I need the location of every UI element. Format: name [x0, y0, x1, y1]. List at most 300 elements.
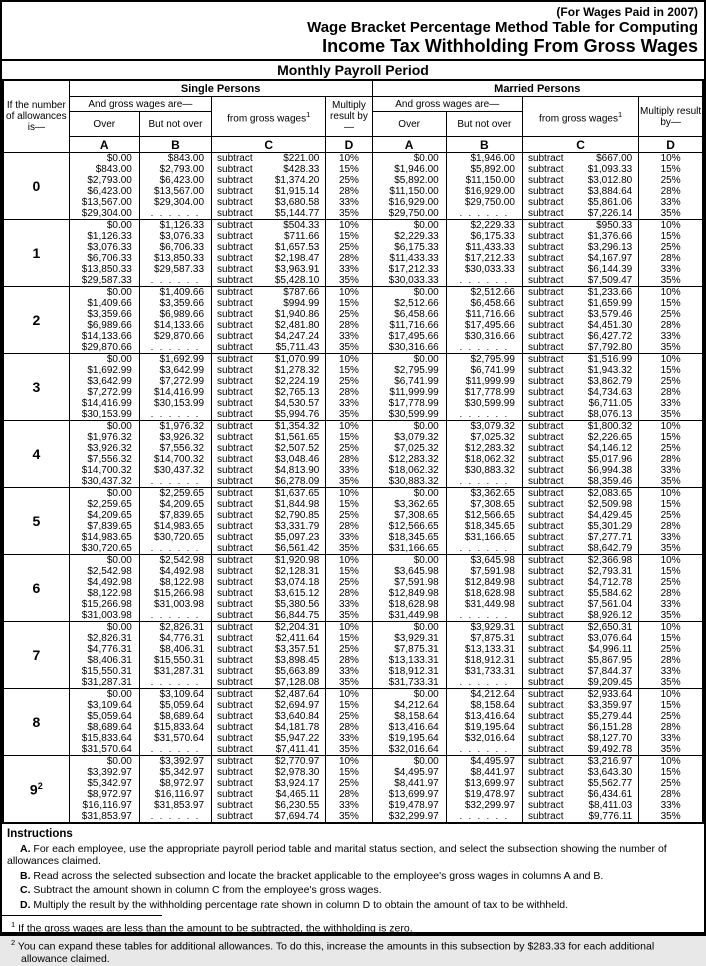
over-value: $14,416.99	[81, 398, 132, 409]
subtract-word: subtract	[527, 767, 564, 778]
subtract-row	[523, 811, 638, 822]
subtract-word: subtract	[527, 409, 564, 420]
rate-value: 35%	[338, 476, 359, 487]
not-over-value: $15,833.64	[153, 722, 205, 733]
rate-value: 35%	[338, 744, 359, 755]
subtract-row	[212, 354, 325, 365]
subtract-word: subtract	[217, 644, 253, 655]
subtract-word: subtract	[217, 443, 253, 454]
rate-value: 35%	[338, 543, 359, 554]
subtract-word: subtract	[217, 387, 253, 398]
rate-value: 33%	[660, 264, 681, 275]
subtract-row	[212, 666, 325, 677]
not-over-value: $7,025.32	[470, 432, 515, 443]
over-value: $843.00	[95, 164, 132, 175]
allowance-count: $9^2$	[3, 756, 69, 824]
allowance-count: 5	[3, 488, 69, 555]
over-value: $4,209.65	[87, 510, 132, 521]
footnote-1	[7, 919, 696, 935]
single-over-cell	[69, 555, 139, 622]
subtract-amount: $4,530.57	[274, 398, 320, 409]
over-value: $11,433.33	[389, 253, 439, 264]
not-over-value: $6,741.99	[470, 365, 515, 376]
over-value: $4,492.98	[87, 577, 132, 588]
subtract-amount: $4,247.24	[274, 331, 320, 342]
married-not-over-cell	[446, 689, 522, 756]
not-over-value: $3,076.33	[159, 231, 205, 242]
subtract-row	[523, 767, 638, 778]
no-upper-limit-dots: . . . . . .	[459, 677, 510, 687]
subtract-row	[212, 677, 325, 688]
not-over-value: $1,692.99	[159, 354, 205, 365]
rate-value: 25%	[338, 778, 359, 789]
over-value: $5,059.64	[87, 711, 132, 722]
not-over-value: $8,441.97	[470, 767, 515, 778]
married-not-over-cell	[446, 287, 522, 354]
subtract-amount: $1,561.65	[274, 432, 320, 443]
rate-value: 35%	[338, 677, 359, 688]
over-value: $8,406.31	[87, 655, 132, 666]
subtract-amount: $7,509.47	[587, 275, 633, 286]
over-value: $32,299.97	[388, 811, 439, 822]
subtract-amount: $8,926.12	[587, 610, 633, 621]
allowance-count: 0	[3, 153, 69, 220]
subtract-row	[523, 153, 638, 164]
over-value: $17,495.66	[388, 331, 439, 342]
allowance-group-row	[3, 354, 703, 421]
rate-value: 28%	[338, 655, 359, 666]
rate-value: 10%	[338, 622, 359, 633]
married-over-cell	[372, 153, 446, 220]
not-over-value: $4,495.97	[470, 756, 515, 767]
not-over-value: $6,989.66	[159, 309, 205, 320]
subtract-row	[212, 365, 325, 376]
rate-value: 28%	[338, 454, 359, 465]
over-value: $31,853.97	[81, 811, 132, 822]
rate-value: 25%	[338, 175, 359, 186]
over-value: $0.00	[413, 689, 439, 700]
single-over-header: Over	[69, 112, 139, 137]
over-value: $5,892.00	[394, 175, 439, 186]
rate-value: 33%	[338, 197, 359, 208]
subtract-word: subtract	[217, 499, 253, 510]
rate-value: 28%	[660, 387, 681, 398]
subtract-amount: $9,776.11	[588, 811, 633, 822]
single-not-over-header: But not over	[139, 112, 211, 137]
subtract-amount: $1,844.98	[274, 499, 320, 510]
subtract-word: subtract	[217, 778, 253, 789]
over-value: $0.00	[106, 421, 132, 432]
not-over-value: $1,126.33	[159, 220, 205, 231]
rate-value: 33%	[660, 666, 681, 677]
subtract-amount: $8,127.70	[587, 733, 633, 744]
subtract-amount: $7,128.08	[274, 677, 320, 688]
rate-value: 28%	[338, 387, 359, 398]
single-not-over-cell	[139, 220, 211, 287]
not-over-value: $15,266.98	[153, 588, 205, 599]
over-value: $3,642.99	[87, 376, 132, 387]
subtract-word: subtract	[217, 354, 253, 365]
subtract-word: subtract	[217, 253, 253, 264]
subtract-amount: $8,076.13	[587, 409, 633, 420]
subtract-amount: $787.66	[283, 287, 320, 298]
not-over-value: $2,795.99	[470, 354, 515, 365]
not-over-value: $8,972.97	[159, 778, 205, 789]
rate-value: 28%	[660, 320, 681, 331]
rate-value: 33%	[338, 331, 359, 342]
married-over-cell	[372, 756, 446, 824]
over-value: $2,259.65	[87, 499, 132, 510]
subtract-row	[212, 521, 325, 532]
subtract-word: subtract	[527, 811, 564, 822]
not-over-value: $7,556.32	[159, 443, 205, 454]
not-over-value: $7,308.65	[470, 499, 515, 510]
subtract-word: subtract	[217, 577, 253, 588]
subtract-word: subtract	[527, 510, 564, 521]
instruction-b-text: Read across the selected subsection and locate the bracket applicable to the employee's gross wages in columns A and B.	[30, 869, 604, 882]
subtract-row	[212, 767, 325, 778]
subtract-amount: $5,711.43	[275, 342, 320, 353]
subtract-amount: $2,694.97	[274, 700, 320, 711]
rate-value: 35%	[338, 811, 359, 822]
rate-value: 25%	[660, 644, 681, 655]
subtract-amount: $3,296.13	[587, 242, 633, 253]
subtract-word: subtract	[217, 767, 253, 778]
over-value: $31,570.64	[81, 744, 132, 755]
over-value: $7,025.32	[394, 443, 439, 454]
no-upper-limit-dots: . . . . . .	[459, 208, 510, 218]
rate-value: 33%	[338, 599, 359, 610]
subtract-word: subtract	[527, 331, 564, 342]
rate-value: 15%	[660, 566, 681, 577]
over-value: $0.00	[413, 421, 439, 432]
not-over-value: $2,229.33	[470, 220, 515, 231]
subtract-row	[523, 711, 638, 722]
over-value: $17,778.99	[388, 398, 439, 409]
subtract-amount: $2,128.31	[274, 566, 320, 577]
not-over-value: $1,409.66	[159, 287, 205, 298]
subtract-row	[212, 376, 325, 387]
subtract-word: subtract	[527, 320, 564, 331]
subtract-word: subtract	[527, 666, 564, 677]
rate-value: 28%	[660, 186, 681, 197]
subtract-word: subtract	[527, 454, 564, 465]
over-value: $12,849.98	[388, 588, 439, 599]
subtract-word: subtract	[217, 733, 253, 744]
rate-value: 15%	[338, 767, 359, 778]
subtract-amount: $2,793.31	[587, 566, 633, 577]
subtract-amount: $5,947.22	[274, 733, 320, 744]
subtract-row	[212, 421, 325, 432]
subtract-word: subtract	[527, 264, 564, 275]
over-value: $8,122.98	[87, 588, 132, 599]
subtract-word: subtract	[217, 789, 253, 800]
subtract-row	[523, 220, 638, 231]
rate-value: 10%	[660, 287, 681, 298]
over-value: $16,929.00	[388, 197, 439, 208]
married-not-over-cell	[446, 555, 522, 622]
footnote-1-marker: 1	[306, 109, 311, 119]
subtract-word: subtract	[527, 443, 564, 454]
subtract-amount: $1,920.98	[274, 555, 320, 566]
not-over-value: $7,839.65	[159, 510, 205, 521]
married-not-over-cell	[446, 153, 522, 220]
subtract-amount: $3,074.18	[274, 577, 320, 588]
married-over-cell	[372, 220, 446, 287]
married-over-cell	[372, 689, 446, 756]
subtract-amount: $1,374.20	[274, 175, 320, 186]
not-over-value: $18,345.65	[464, 521, 515, 532]
rate-value: 10%	[660, 354, 681, 365]
subtract-row	[523, 443, 638, 454]
not-over-value: $29,870.66	[153, 331, 205, 342]
married-subtract-cell	[522, 354, 638, 421]
not-over-value: $4,209.65	[159, 499, 205, 510]
not-over-value: $2,512.66	[470, 287, 515, 298]
subtract-word: subtract	[527, 376, 564, 387]
subtract-amount: $3,924.17	[274, 778, 320, 789]
rate-value: 25%	[660, 309, 681, 320]
over-value: $15,833.64	[81, 733, 132, 744]
rate-value: 33%	[660, 465, 681, 476]
subtract-amount: $7,277.71	[587, 532, 633, 543]
over-value: $3,079.32	[394, 432, 439, 443]
rate-value: 10%	[338, 421, 359, 432]
over-value: $12,566.65	[388, 521, 439, 532]
rate-value: 15%	[660, 499, 681, 510]
subtract-amount: $4,465.11	[275, 789, 320, 800]
subtract-row	[212, 298, 325, 309]
single-not-over-cell	[139, 756, 211, 824]
single-over-cell	[69, 153, 139, 220]
subtract-amount: $2,650.31	[587, 622, 633, 633]
subtract-word: subtract	[217, 342, 253, 353]
subtract-amount: $4,712.78	[587, 577, 633, 588]
subtract-amount: $6,144.39	[587, 264, 633, 275]
over-value: $1,409.66	[87, 298, 132, 309]
over-value: $1,976.32	[87, 432, 132, 443]
not-over-value: $3,362.65	[470, 488, 515, 499]
rate-value: 25%	[660, 778, 681, 789]
subtract-word: subtract	[527, 465, 564, 476]
rate-value: 35%	[660, 275, 681, 286]
rate-value: 35%	[660, 610, 681, 621]
subtract-amount: $3,862.79	[587, 376, 633, 387]
rate-value: 28%	[660, 722, 681, 733]
over-value: $3,645.98	[394, 566, 439, 577]
subtract-row	[212, 543, 325, 554]
not-over-value: $31,853.97	[153, 800, 205, 811]
subtract-word: subtract	[527, 744, 564, 755]
subtract-amount: $2,366.98	[587, 555, 633, 566]
over-value: $30,033.33	[388, 275, 439, 286]
subtract-amount: $2,224.19	[274, 376, 320, 387]
rate-value: 15%	[660, 767, 681, 778]
subtract-row	[212, 622, 325, 633]
subtract-row	[212, 398, 325, 409]
subtract-row	[212, 800, 325, 811]
rate-value: 35%	[338, 275, 359, 286]
rate-value: 10%	[338, 153, 359, 164]
subtract-word: subtract	[217, 566, 253, 577]
subtract-row	[212, 242, 325, 253]
single-subtract-cell	[212, 354, 326, 421]
subtract-amount: $3,963.91	[274, 264, 320, 275]
subtract-amount: $8,411.03	[588, 800, 633, 811]
married-subtract-cell	[522, 622, 638, 689]
col-letter-c-single: C	[212, 137, 326, 153]
subtract-row	[212, 655, 325, 666]
not-over-value: $19,195.64	[464, 722, 515, 733]
not-over-value: $29,750.00	[464, 197, 515, 208]
over-value: $30,153.99	[81, 409, 132, 420]
rate-value: 10%	[660, 153, 681, 164]
rate-value: 10%	[660, 622, 681, 633]
subtract-amount: $6,151.28	[587, 722, 633, 733]
rate-value: 10%	[338, 555, 359, 566]
subtract-row	[212, 555, 325, 566]
subtract-amount: $3,615.12	[274, 588, 320, 599]
subtract-row	[523, 454, 638, 465]
subtract-amount: $2,507.52	[274, 443, 320, 454]
subtract-amount: $5,279.44	[587, 711, 633, 722]
subtract-word: subtract	[217, 208, 253, 219]
subtract-amount: $7,694.74	[274, 811, 320, 822]
subtract-amount: $5,562.77	[587, 778, 633, 789]
rate-value: 33%	[660, 398, 681, 409]
subtract-amount: $5,097.23	[274, 532, 320, 543]
over-value: $0.00	[413, 354, 439, 365]
rate-value: 10%	[660, 555, 681, 566]
subtract-row	[212, 756, 325, 767]
married-multiply-cell	[639, 220, 703, 287]
subtract-word: subtract	[217, 722, 253, 733]
over-value: $0.00	[413, 153, 439, 164]
bracket-table-body	[3, 153, 703, 824]
over-value: $4,776.31	[87, 644, 132, 655]
subtract-row	[212, 633, 325, 644]
subtract-word: subtract	[217, 666, 253, 677]
over-value: $32,016.64	[388, 744, 439, 755]
subtract-word: subtract	[217, 800, 253, 811]
subtract-amount: $2,770.97	[274, 756, 320, 767]
subtract-amount: $1,354.32	[274, 421, 320, 432]
subtract-row	[212, 197, 325, 208]
over-value: $18,345.65	[388, 532, 439, 543]
rate-value: 15%	[338, 164, 359, 175]
instruction-c-label: C.	[20, 884, 31, 896]
subtract-row	[212, 499, 325, 510]
subtract-row	[523, 756, 638, 767]
subtract-amount: $5,861.06	[587, 197, 633, 208]
subtract-amount: $2,933.64	[587, 689, 633, 700]
document-header	[2, 2, 704, 56]
subtract-word: subtract	[217, 275, 253, 286]
no-upper-limit-dots: . . . . . .	[459, 610, 510, 620]
single-over-cell	[69, 756, 139, 824]
married-multiply-cell	[639, 421, 703, 488]
not-over-value: $12,566.65	[464, 510, 515, 521]
no-upper-limit-dots: . . . . . .	[150, 409, 201, 419]
no-upper-limit-dots: . . . . . .	[459, 744, 510, 754]
not-over-value: $2,826.31	[159, 622, 205, 633]
not-over-value: $31,003.98	[153, 599, 205, 610]
instruction-b	[7, 870, 696, 883]
married-gross-wages-header: And gross wages are—	[372, 97, 522, 112]
subtract-amount: $9,492.78	[587, 744, 633, 755]
allowance-count: 7	[3, 622, 69, 689]
single-multiply-cell	[326, 354, 372, 421]
over-value: $2,826.31	[87, 633, 132, 644]
subtract-amount: $2,204.31	[274, 622, 320, 633]
single-over-cell	[69, 488, 139, 555]
over-value: $2,542.98	[87, 566, 132, 577]
col-letter-b-married: B	[446, 137, 522, 153]
rate-value: 15%	[660, 298, 681, 309]
no-upper-limit-dots: . . . . . .	[150, 275, 201, 285]
rate-value: 25%	[338, 577, 359, 588]
rate-value: 28%	[338, 320, 359, 331]
subtract-row	[212, 566, 325, 577]
rate-value: 25%	[338, 510, 359, 521]
allowance-count: 1	[3, 220, 69, 287]
single-over-cell	[69, 287, 139, 354]
over-value: $13,133.31	[388, 655, 439, 666]
subtract-word: subtract	[217, 398, 253, 409]
married-over-cell	[372, 354, 446, 421]
subtract-amount: $5,428.10	[274, 275, 320, 286]
subtract-row	[523, 465, 638, 476]
rate-value: 35%	[660, 543, 681, 554]
no-upper-limit-dots: . . . . . .	[150, 610, 201, 620]
subtract-row	[212, 711, 325, 722]
subtract-word: subtract	[527, 733, 564, 744]
subtract-word: subtract	[527, 700, 564, 711]
not-over-value: $2,542.98	[159, 555, 205, 566]
instruction-a	[7, 843, 696, 868]
subtract-word: subtract	[527, 242, 564, 253]
not-over-value: $4,212.64	[470, 689, 515, 700]
not-over-value: $18,912.31	[464, 655, 515, 666]
subtract-row	[523, 365, 638, 376]
instructions-section	[2, 824, 704, 911]
not-over-value: $31,733.31	[464, 666, 515, 677]
subtract-amount: $6,711.05	[588, 398, 633, 409]
rate-value: 10%	[338, 488, 359, 499]
over-value: $2,229.33	[394, 231, 439, 242]
rate-value: 33%	[660, 197, 681, 208]
subtract-amount: $7,844.37	[587, 666, 633, 677]
no-upper-limit-dots: . . . . . .	[459, 543, 510, 553]
not-over-value: $8,689.64	[159, 711, 205, 722]
subtract-word: subtract	[527, 387, 564, 398]
no-upper-limit-dots: . . . . . .	[150, 208, 201, 218]
subtract-row	[523, 208, 638, 219]
subtract-word: subtract	[527, 208, 564, 219]
rate-value: 28%	[660, 789, 681, 800]
not-over-value: $3,929.31	[470, 622, 515, 633]
not-over-value: $30,316.66	[464, 331, 515, 342]
not-over-value: $1,976.32	[159, 421, 205, 432]
not-over-value: $3,392.97	[159, 756, 205, 767]
over-value: $0.00	[413, 488, 439, 499]
not-over-value: $5,342.97	[159, 767, 205, 778]
footnotes-section	[2, 919, 704, 966]
subtract-word: subtract	[527, 711, 564, 722]
subtract-amount: $8,642.79	[587, 543, 633, 554]
single-subtract-cell	[212, 220, 326, 287]
rate-value: 28%	[660, 253, 681, 264]
